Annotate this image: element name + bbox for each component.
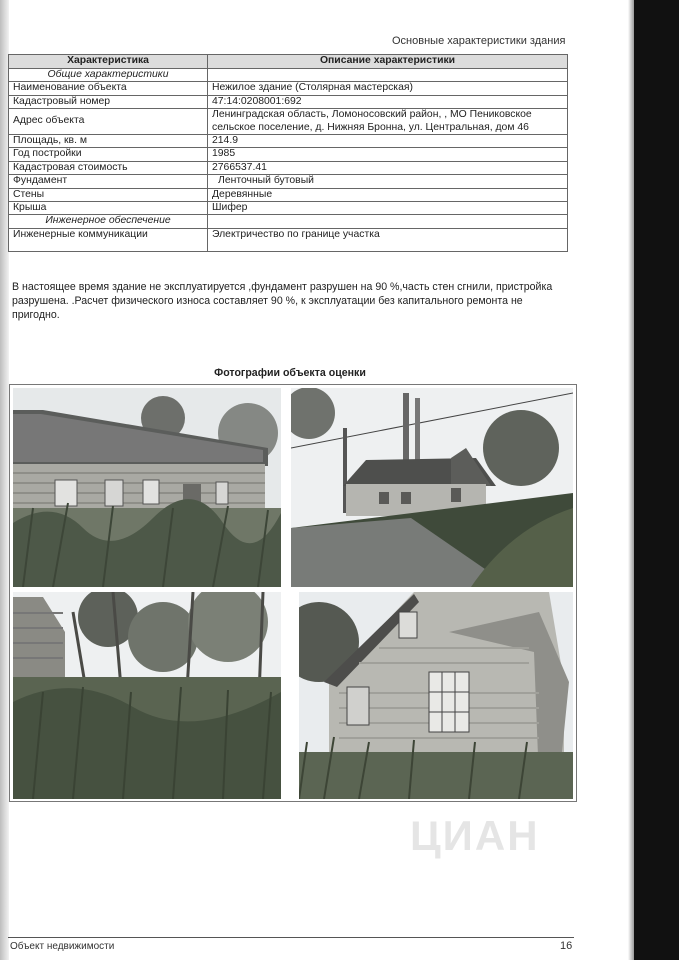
column-header-description: Описание характеристики: [208, 55, 568, 69]
photo-grid: [9, 384, 577, 802]
row-label: Кадастровая стоимость: [9, 161, 208, 174]
photo-house-front: [13, 388, 281, 587]
table-row: [9, 135, 568, 148]
condition-paragraph: В настоящее время здание не эксплуатируется ,фундамент разрушен на 90 %,часть стен сгнили, пристройка разрушена. .Расчет физического износа составляет 90 %, к эксплуатации без капитального ремонта не пригодно.: [12, 281, 553, 321]
scan-edge-right: [634, 0, 679, 960]
group-empty-cell: [208, 215, 568, 228]
group-row-general: [9, 69, 568, 82]
characteristics-table: [8, 54, 568, 252]
row-value: Нежилое здание (Столярная мастерская): [208, 82, 568, 95]
table-row: [9, 109, 568, 135]
row-label: Адрес объекта: [9, 109, 208, 135]
row-value: Электричество по границе участка: [208, 228, 568, 251]
group-label: Инженерное обеспечение: [9, 215, 208, 228]
row-value: Деревянные: [208, 188, 568, 201]
row-value: 2766537.41: [208, 161, 568, 174]
table-row: [9, 95, 568, 108]
table-row: [9, 175, 568, 188]
row-label: Кадастровый номер: [9, 95, 208, 108]
row-value: 47:14:0208001:692: [208, 95, 568, 108]
photo-house-gable: [299, 592, 573, 799]
footer-left-text: Объект недвижимости: [10, 941, 115, 952]
row-value: 214.9: [208, 135, 568, 148]
table-row: [9, 188, 568, 201]
table-row: [9, 161, 568, 174]
row-value: Ленточный бутовый: [208, 175, 568, 188]
photos-title: Фотографии объекта оценки: [214, 367, 366, 379]
section-title: Основные характеристики здания: [392, 35, 566, 47]
table-row: [9, 148, 568, 161]
footer-divider: [8, 937, 574, 938]
row-label: Площадь, кв. м: [9, 135, 208, 148]
group-row-engineering: [9, 215, 568, 228]
row-value: Ленинградская область, Ломоносовский район, , МО Пениковское сельское поселение, д. Нижняя Бронна, ул. Центральная, дом 46: [208, 109, 568, 135]
table-row: [9, 228, 568, 251]
row-value: Шифер: [208, 202, 568, 215]
row-label: Фундамент: [9, 175, 208, 188]
row-label: Инженерные коммуникации: [9, 228, 208, 251]
photo-house-road: [291, 388, 573, 587]
table-row: [9, 202, 568, 215]
watermark-logo: ЦИАН: [410, 812, 540, 859]
table-row: [9, 82, 568, 95]
row-label: Стены: [9, 188, 208, 201]
photo-overgrown-yard: [13, 592, 281, 799]
column-header-characteristic: Характеристика: [9, 55, 208, 69]
row-label: Год постройки: [9, 148, 208, 161]
row-label: Крыша: [9, 202, 208, 215]
table-header-row: [9, 55, 568, 69]
page-number: 16: [560, 940, 573, 952]
group-label: Общие характеристики: [9, 69, 208, 82]
row-value: 1985: [208, 148, 568, 161]
row-label: Наименование объекта: [9, 82, 208, 95]
group-empty-cell: [208, 69, 568, 82]
